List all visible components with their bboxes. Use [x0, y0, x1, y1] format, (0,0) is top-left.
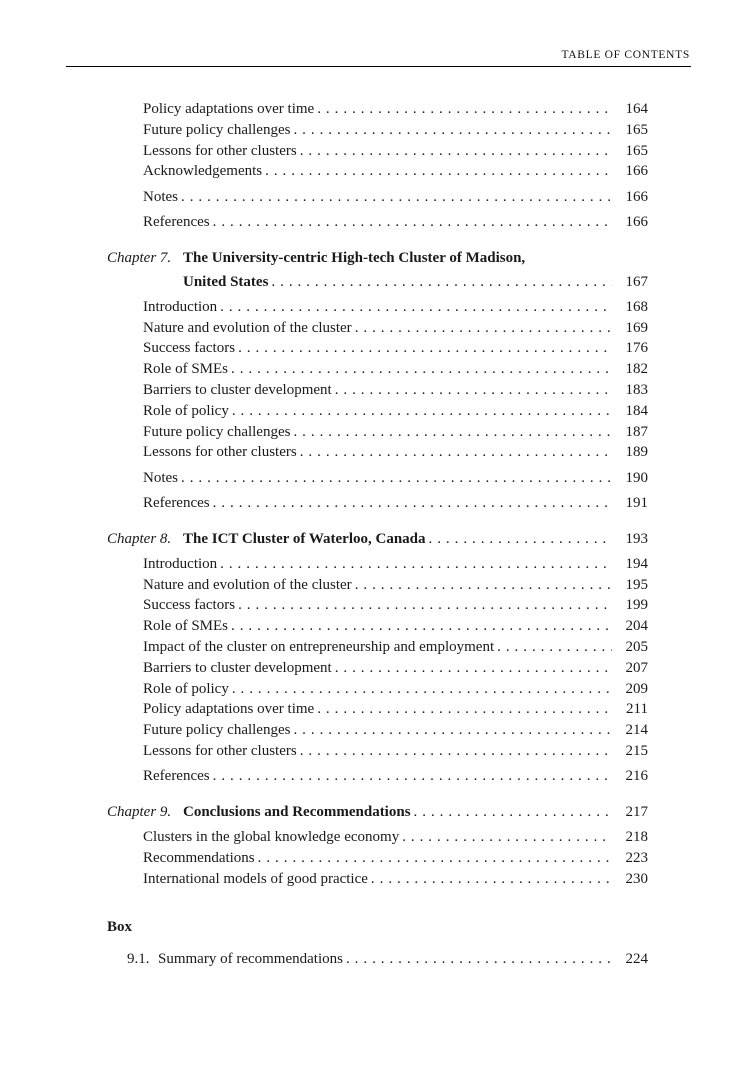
chapter-title-line-2	[183, 270, 648, 294]
toc-entry-title: Lessons for other clusters	[143, 444, 297, 461]
running-head: TABLE OF CONTENTS	[561, 49, 690, 61]
dot-leader	[210, 493, 612, 514]
toc-entry-title: Clusters in the global knowledge economy	[143, 829, 400, 846]
toc-entry-title: Barriers to cluster development	[143, 659, 332, 676]
page-number: 216	[625, 768, 648, 785]
chapter-title-text: Conclusions and Recommendations	[183, 804, 411, 821]
toc-entry	[143, 554, 648, 575]
toc-entry-title: Introduction	[143, 298, 218, 315]
toc-entry	[143, 679, 648, 700]
toc-entry	[143, 141, 648, 162]
toc-entry	[143, 848, 648, 869]
toc-entry-title: Role of SMEs	[143, 618, 229, 635]
dot-leader	[297, 741, 612, 762]
toc-entry-title: Impact of the cluster on entrepreneurship and employment	[143, 638, 495, 655]
page-number: 218	[625, 829, 648, 846]
toc-entry	[143, 359, 648, 380]
page-number: 189	[625, 444, 648, 461]
page-number: 164	[625, 101, 648, 117]
page-number: 166	[625, 213, 648, 230]
toc-entry	[143, 637, 648, 658]
page-number: 204	[625, 618, 648, 635]
dot-leader	[268, 270, 612, 294]
toc-entry-title: References	[143, 768, 210, 785]
dot-leader	[297, 442, 612, 463]
toc-entry	[143, 338, 648, 359]
page-number: 217	[625, 804, 648, 821]
page-number: 182	[625, 361, 648, 378]
dot-leader	[217, 554, 612, 575]
chapter-title-line-1: The University-centric High-tech Cluster of Madison,	[183, 249, 526, 266]
dot-leader	[178, 187, 612, 208]
toc-entry	[143, 161, 648, 182]
page-number: 191	[625, 494, 648, 511]
dot-leader	[229, 401, 612, 422]
page-number: 214	[625, 722, 648, 739]
page-number: 211	[626, 701, 648, 718]
chapter-title-line-1	[183, 800, 648, 824]
page-number: 209	[625, 680, 648, 697]
toc-entry	[143, 422, 648, 443]
toc-entry-title: Role of policy	[143, 402, 229, 419]
toc-entry-title: Barriers to cluster development	[143, 381, 332, 398]
page-number: 230	[625, 870, 648, 887]
toc-entry-title: Success factors	[143, 340, 236, 357]
toc-entry-title: Recommendations	[143, 849, 255, 866]
page-number: 168	[625, 298, 648, 315]
toc-entry	[143, 401, 648, 422]
toc-entry	[143, 575, 648, 596]
toc-entry-title: Future policy challenges	[143, 722, 291, 739]
toc-entry	[143, 766, 648, 787]
page-number: 199	[625, 597, 648, 614]
dot-leader	[178, 468, 612, 489]
toc-entry-title: Success factors	[143, 597, 236, 614]
box-list-heading: Box	[107, 919, 133, 936]
dot-leader	[210, 212, 612, 233]
page-number: 215	[625, 742, 648, 759]
page-number: 165	[625, 142, 648, 159]
toc-entry	[143, 380, 648, 401]
chapter-label: Chapter 9.	[107, 804, 172, 821]
toc-entry	[143, 187, 648, 208]
toc-entry	[143, 442, 648, 463]
chapter-heading	[107, 800, 648, 824]
toc-entry	[143, 869, 648, 890]
page-number: 167	[625, 273, 648, 290]
toc-entry-title: Nature and evolution of the cluster	[143, 319, 352, 336]
toc-entry	[143, 318, 648, 339]
toc-entry-title: Introduction	[143, 555, 218, 572]
chapter-title-text: United States	[183, 273, 269, 290]
toc-entry	[143, 297, 648, 318]
dot-leader	[411, 800, 612, 824]
dot-leader	[426, 527, 612, 551]
dot-leader	[217, 297, 612, 318]
chapter-title-text: The ICT Cluster of Waterloo, Canada	[183, 530, 426, 547]
chapter-heading	[107, 527, 648, 551]
chapter-title-line-1	[183, 527, 648, 551]
toc-entry	[143, 658, 648, 679]
toc-entry	[143, 493, 648, 514]
dot-leader	[262, 161, 612, 182]
dot-leader	[255, 848, 612, 869]
chapter-title	[183, 800, 648, 824]
dot-leader	[290, 422, 612, 443]
dot-leader	[228, 359, 612, 380]
toc-entry-title: References	[143, 213, 210, 230]
header-rule	[66, 66, 691, 67]
dot-leader	[290, 120, 612, 141]
dot-leader	[352, 575, 612, 596]
toc-entry-title: Acknowledgements	[143, 163, 263, 180]
toc-entry	[143, 699, 648, 720]
page-number: 207	[625, 659, 648, 676]
toc-entry	[143, 212, 648, 233]
page-number: 224	[625, 951, 648, 968]
toc-entry	[143, 120, 648, 141]
page-number: 184	[625, 402, 648, 419]
chapter-label: Chapter 7.	[107, 249, 172, 266]
toc-entry-title: Future policy challenges	[143, 121, 291, 138]
table-of-contents	[0, 99, 756, 970]
dot-leader	[314, 699, 612, 720]
dot-leader	[332, 380, 612, 401]
toc-entry-title: Nature and evolution of the cluster	[143, 576, 352, 593]
toc-entry-title: Notes	[143, 469, 178, 486]
page-number: 190	[625, 469, 648, 486]
page-number: 166	[625, 188, 648, 205]
chapter-label: Chapter 8.	[107, 530, 172, 547]
page-number: 165	[625, 121, 648, 138]
box-list-item	[127, 949, 648, 970]
dot-leader	[297, 141, 612, 162]
toc-entry-title: Lessons for other clusters	[143, 142, 297, 159]
chapter-heading	[107, 246, 648, 294]
toc-entry	[143, 720, 648, 741]
page-number: 166	[625, 163, 648, 180]
dot-leader	[399, 827, 612, 848]
box-item-title: Summary of recommendations	[158, 951, 343, 968]
dot-leader	[235, 338, 612, 359]
toc-entry	[143, 741, 648, 762]
toc-entry-title: Role of SMEs	[143, 361, 229, 378]
toc-entry	[143, 468, 648, 489]
toc-entry-title: Notes	[143, 188, 178, 205]
page-number: 169	[625, 319, 648, 336]
page-number: 183	[625, 381, 648, 398]
toc-entry-title: Future policy challenges	[143, 423, 291, 440]
page-number: 194	[625, 555, 648, 572]
chapter-title	[183, 527, 648, 551]
dot-leader	[368, 869, 612, 890]
page-number: 195	[625, 576, 648, 593]
dot-leader	[314, 99, 612, 120]
toc-entry-title: References	[143, 494, 210, 511]
toc-entry-title: Lessons for other clusters	[143, 742, 297, 759]
toc-entry-title: Policy adaptations over time	[143, 701, 315, 718]
dot-leader	[352, 318, 612, 339]
page-number: 193	[625, 530, 648, 547]
dot-leader	[229, 679, 612, 700]
box-item-number: 9.1.	[127, 951, 150, 968]
page-number: 223	[625, 849, 648, 866]
toc-entry	[143, 99, 648, 120]
toc-entry	[143, 827, 648, 848]
chapter-title	[183, 246, 648, 294]
dot-leader	[228, 616, 612, 637]
toc-entry-title: International models of good practice	[143, 870, 368, 887]
dot-leader	[332, 658, 612, 679]
toc-entry	[143, 595, 648, 616]
page-number: 187	[625, 423, 648, 440]
dot-leader	[343, 949, 612, 970]
dot-leader	[290, 720, 612, 741]
dot-leader	[494, 637, 612, 658]
toc-entry	[143, 616, 648, 637]
page-number: 205	[625, 638, 648, 655]
dot-leader	[235, 595, 612, 616]
toc-entry-title: Role of policy	[143, 680, 229, 697]
page-number: 176	[625, 340, 648, 357]
dot-leader	[210, 766, 612, 787]
toc-entry-title: Policy adaptations over time	[143, 101, 315, 117]
